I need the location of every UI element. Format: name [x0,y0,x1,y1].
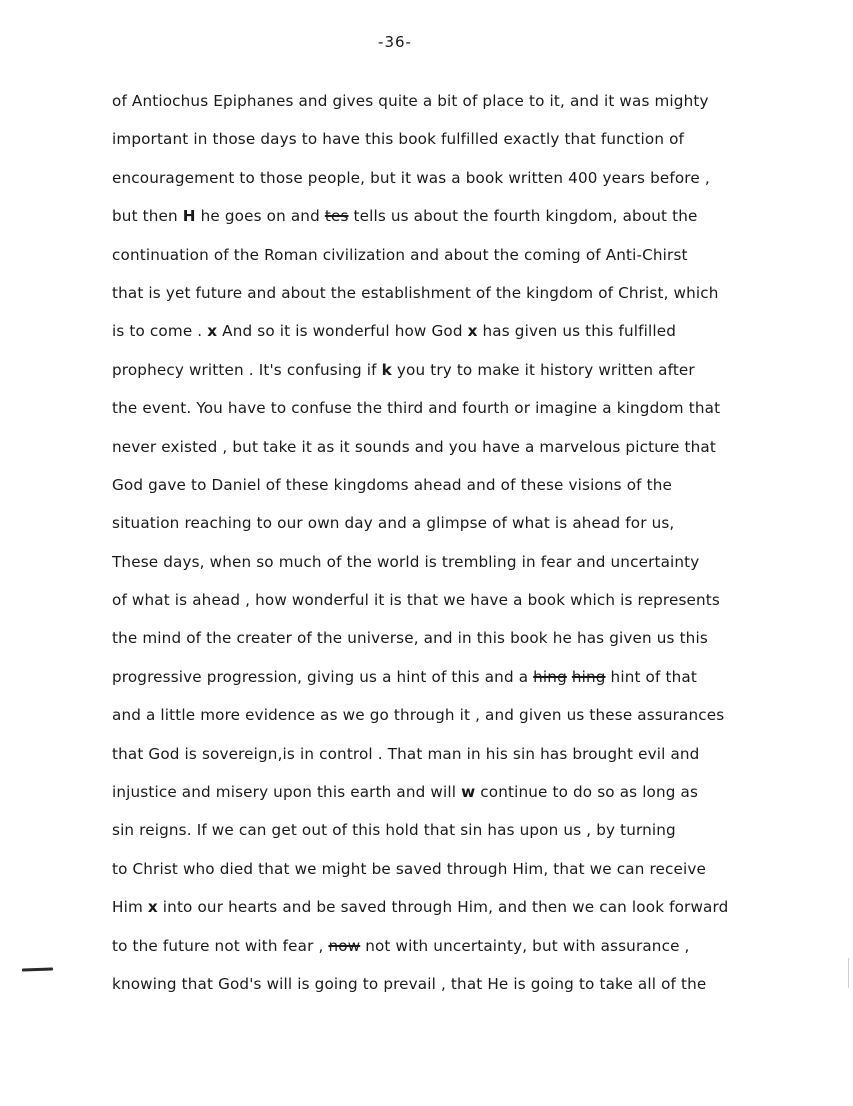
struck-out-text: tes [324,207,349,226]
typed-over-character: x [147,898,158,917]
typed-over-character: H [182,207,196,226]
text-line: sin reigns. If we can get out of this hold that sin has upon us , by turning [112,821,676,840]
text-line: injustice and misery upon this earth and will w continue to do so as long as [112,783,699,802]
text-line: that is yet future and about the establishment of the kingdom of Christ, which [112,283,719,302]
typed-over-character: x [207,322,218,341]
text-line: that God is sovereign,is in control . That man in his sin has brought evil and [112,744,700,763]
text-line: God gave to Daniel of these kingdoms ahead and of these visions of the [112,475,672,494]
text-line: is to come . x And so it is wonderful how God x has given us this fulfilled [112,322,676,341]
text-line: of Antiochus Epiphanes and gives quite a bit of place to it, and it was mighty [112,92,709,110]
struck-out-text: hing [533,667,567,686]
typed-over-character: x [467,322,478,341]
text-line: of what is ahead , how wonderful it is that we have a book which is represents [112,591,720,610]
margin-mark [22,967,53,971]
text-line: situation reaching to our own day and a glimpse of what is ahead for us, [112,514,675,533]
text-line: but then H he goes on and tes tells us about the fourth kingdom, about the [112,207,698,226]
text-line: encouragement to those people, but it was a book written 400 years before , [112,168,710,187]
text-line: knowing that God's will is going to prevail , that He is going to take all of the [112,974,707,993]
text-line: to the future not with fear , now not with uncertainty, but with assurance , [112,936,690,955]
text-line: continuation of the Roman civilization and about the coming of Anti-Chirst [112,245,688,264]
typed-over-character: k [381,360,392,379]
text-line: the event. You have to confuse the third and fourth or imagine a kingdom that [112,399,721,418]
typed-over-character: w [461,783,476,802]
text-line: to Christ who died that we might be saved through Him, that we can receive [112,859,707,878]
struck-out-text: now [328,936,361,955]
text-line: and a little more evidence as we go through it , and given us these assurances [112,706,725,725]
body-text [112,89,812,1010]
text-line: These days, when so much of the world is trembling in fear and uncertainty [112,552,700,571]
text-line: prophecy written . It's confusing if k you try to make it history written after [112,360,695,379]
edge-mark [848,958,849,988]
text-line: progressive progression, giving us a hint of this and a hing hing hint of that [112,667,697,686]
text-line: important in those days to have this book fulfilled exactly that function of [112,130,685,149]
text-line: the mind of the creater of the universe, and in this book he has given us this [112,629,708,648]
struck-out-text: hing [571,667,606,686]
page-number: -36- [378,33,412,51]
text-line: Him x into our hearts and be saved through Him, and then we can look forward [112,898,729,917]
text-line: never existed , but take it as it sounds and you have a marvelous picture that [112,437,716,456]
